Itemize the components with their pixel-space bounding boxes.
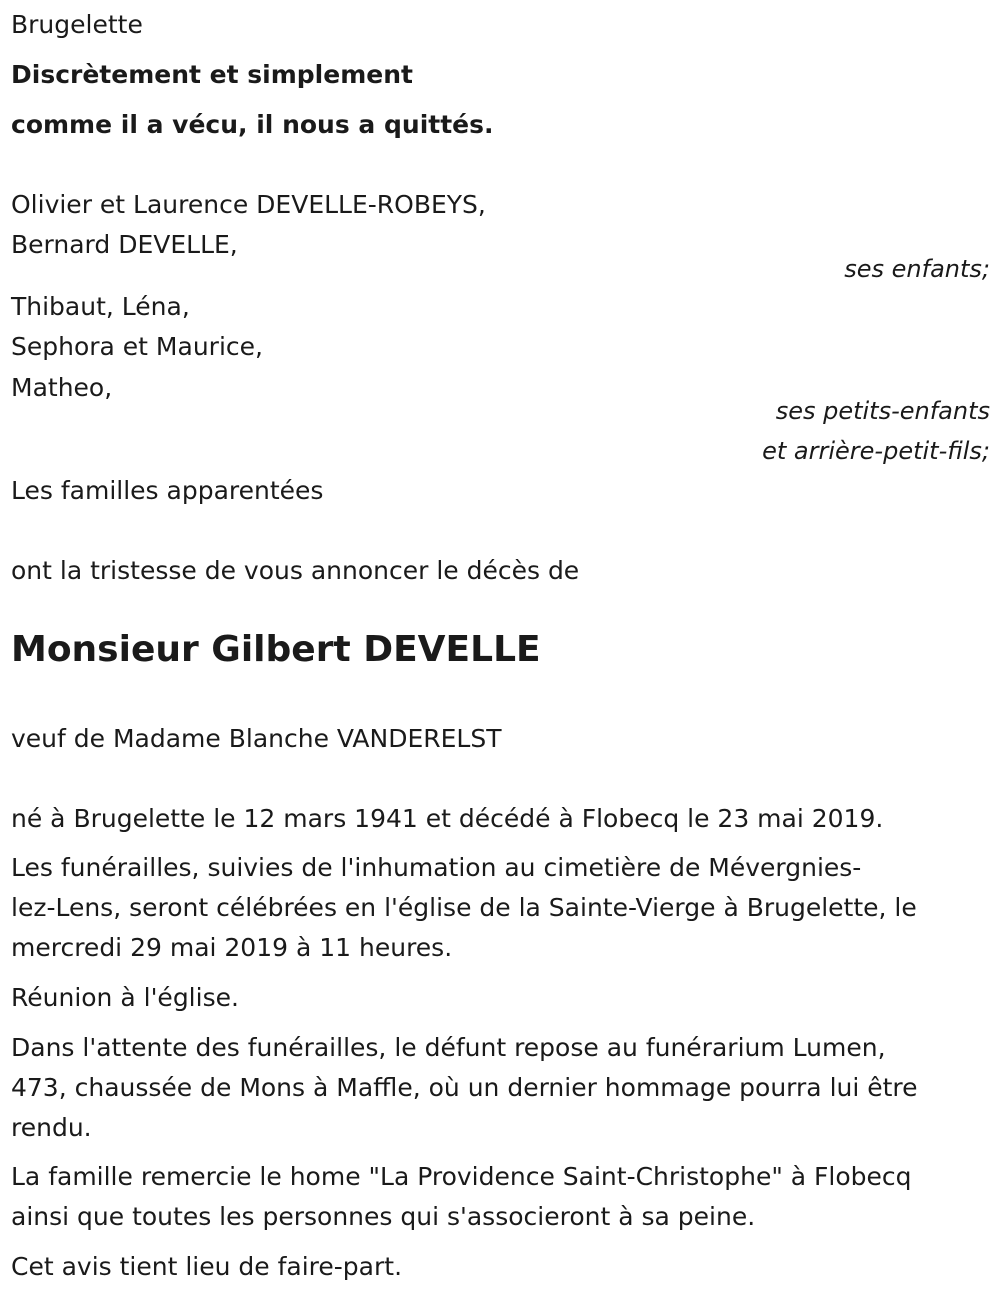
thanks-line: ainsi que toutes les personnes qui s'associeront à sa peine. (11, 1202, 756, 1231)
child-name: Bernard DEVELLE, (11, 230, 238, 259)
meeting-text: Réunion à l'église. (11, 983, 239, 1012)
funeral-line: lez-Lens, seront célébrées en l'église de la Sainte-Vierge à Brugelette, le (11, 893, 917, 922)
intro-line-2: comme il a vécu, il nous a quittés. (11, 110, 494, 139)
intro-line-1: Discrètement et simplement (11, 60, 413, 89)
widower-text: veuf de Madame Blanche VANDERELST (11, 724, 502, 753)
rest-line: 473, chaussée de Mons à Maffle, où un dernier hommage pourra lui être (11, 1073, 918, 1102)
grandchild-name: Sephora et Maurice, (11, 332, 263, 361)
grandchildren-label: ses petits-enfants (775, 397, 990, 425)
grandchild-name: Thibaut, Léna, (11, 292, 190, 321)
birth-death-text: né à Brugelette le 12 mars 1941 et décédé à Flobecq le 23 mai 2019. (11, 804, 884, 833)
families-text: Les familles apparentées (11, 476, 324, 505)
children-label: ses enfants; (844, 255, 990, 283)
announcement-text: ont la tristesse de vous annoncer le décès de (11, 556, 580, 585)
rest-line: Dans l'attente des funérailles, le défunt repose au funérarium Lumen, (11, 1033, 886, 1062)
closing-text: Cet avis tient lieu de faire-part. (11, 1252, 403, 1281)
great-grandchildren-label: et arrière-petit-fils; (762, 437, 990, 465)
grandchild-name: Matheo, (11, 373, 113, 402)
rest-line: rendu. (11, 1113, 92, 1142)
location-text: Brugelette (11, 10, 143, 39)
funeral-line: mercredi 29 mai 2019 à 11 heures. (11, 933, 453, 962)
funeral-line: Les funérailles, suivies de l'inhumation au cimetière de Mévergnies- (11, 853, 862, 882)
deceased-name: Monsieur Gilbert DEVELLE (11, 629, 541, 670)
thanks-line: La famille remercie le home "La Providence Saint-Christophe" à Flobecq (11, 1162, 912, 1191)
child-name: Olivier et Laurence DEVELLE-ROBEYS, (11, 190, 486, 219)
